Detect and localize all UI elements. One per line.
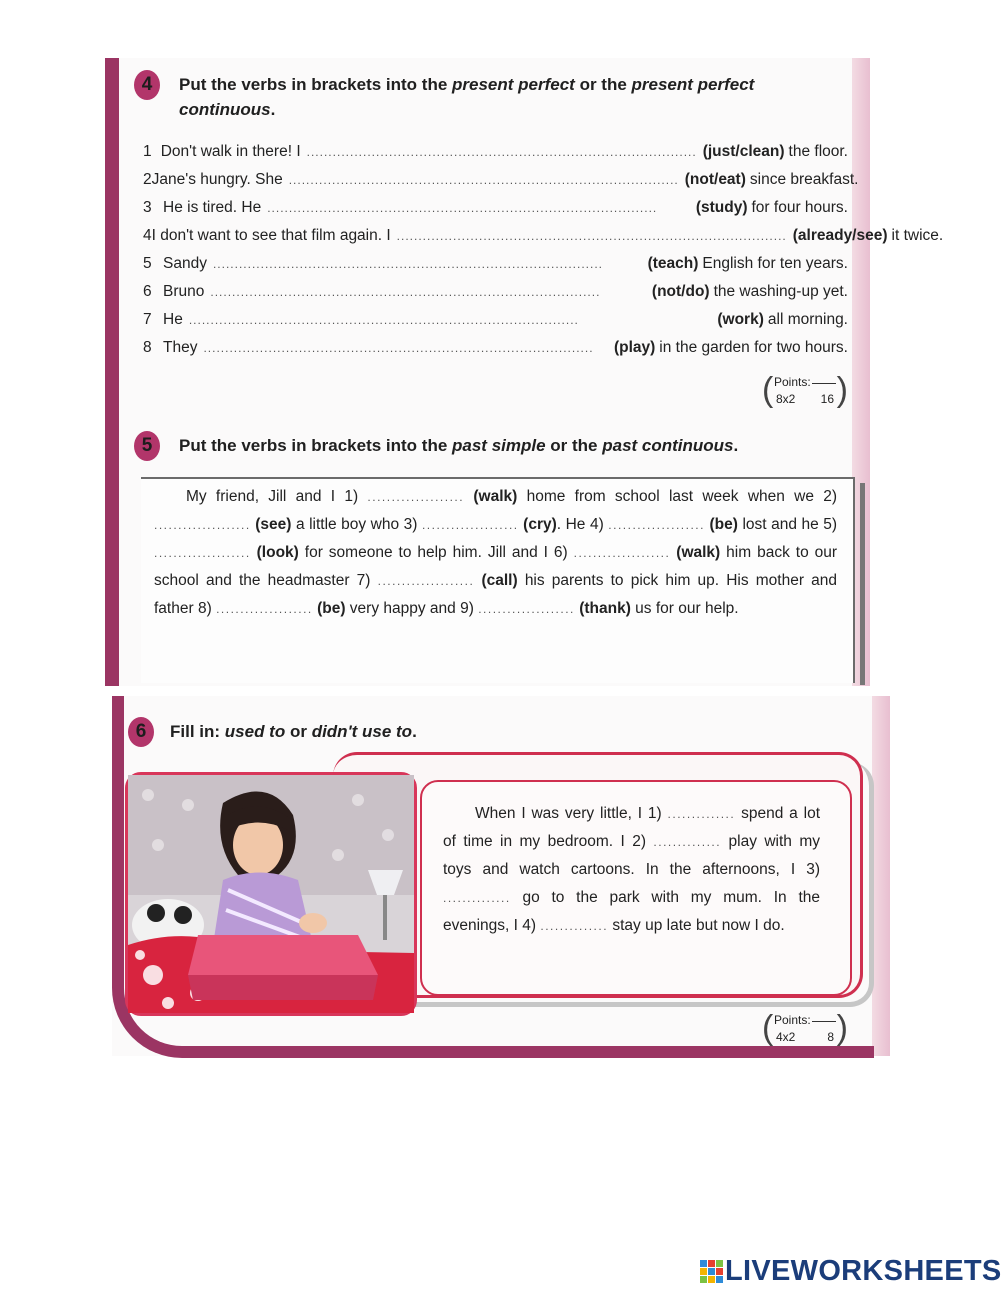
logo-grid-cell	[716, 1268, 723, 1275]
item-stem: Don't walk in there! I	[160, 143, 301, 160]
paragraph-text: go to the park with my mum. In the evenings, I 4)	[443, 889, 820, 934]
instruction-text: .	[270, 100, 276, 119]
instruction-text: or the	[545, 436, 603, 455]
item-ending: it twice.	[891, 227, 944, 244]
item-number: 8	[143, 339, 152, 356]
bracket-right: )	[836, 371, 848, 409]
exercise-item	[143, 281, 848, 303]
answer-blank[interactable]: ....................	[421, 518, 519, 532]
item-verb: (work)	[717, 311, 764, 328]
bracket-left: (	[762, 371, 774, 409]
exercise-item	[143, 197, 848, 219]
instruction-tense-2: present perfect continuous	[179, 75, 755, 119]
paragraph-text: spend a lot of time in my bedroom. I 2)	[443, 805, 821, 850]
points-label: Points:	[774, 375, 811, 389]
verb-prompt: (thank)	[579, 600, 631, 617]
item-verb: (teach)	[647, 255, 699, 272]
points-label: Points:	[774, 1013, 811, 1027]
exercise-6-number: 6	[128, 717, 154, 747]
item-verb: (not/eat)	[684, 171, 746, 188]
points-box-ex6	[762, 1010, 848, 1050]
answer-blank[interactable]: ..........................................................................................	[306, 145, 697, 159]
item-number: 7	[143, 311, 152, 328]
points-multiplier: 8x2	[776, 392, 796, 406]
answer-blank[interactable]: ..............	[653, 835, 722, 849]
exercise-5-instruction	[179, 433, 839, 458]
logo-grid-cell	[716, 1260, 723, 1267]
exercise-item	[143, 141, 848, 163]
answer-blank[interactable]: ..........................................................................................	[267, 201, 658, 215]
exercise-5-paragraph	[154, 483, 837, 623]
answer-blank[interactable]: ....................	[154, 546, 251, 560]
answer-blank[interactable]: ....................	[608, 518, 705, 532]
logo-grid-cell	[700, 1276, 707, 1283]
item-number: 5	[143, 255, 152, 272]
liveworksheets-logo[interactable]	[700, 1254, 1002, 1288]
paragraph-text: us for our help.	[635, 600, 739, 617]
paragraph-text: My friend, Jill and I 1)	[186, 488, 359, 505]
answer-blank[interactable]: ....................	[367, 490, 465, 504]
item-number: 2	[143, 171, 152, 188]
answer-blank[interactable]: ..........................................................................................	[210, 285, 601, 299]
points-total: 8	[827, 1030, 834, 1044]
paragraph-text: . He	[556, 516, 586, 533]
instruction-text: Put the verbs in brackets into the	[179, 75, 453, 94]
instruction-option-2: didn't use to	[311, 722, 413, 741]
blank-number: 2)	[823, 488, 838, 505]
blank-number: 8)	[197, 600, 212, 617]
page-right-edge	[872, 696, 890, 1056]
exercise-item	[143, 253, 848, 275]
item-verb: (already/see)	[792, 227, 888, 244]
logo-grid-cell	[716, 1276, 723, 1283]
instruction-text: .	[733, 436, 739, 455]
instruction-text: Put the verbs in brackets into the	[179, 436, 453, 455]
bracket-right: )	[836, 1009, 848, 1047]
instruction-tense-1: present perfect	[452, 75, 575, 94]
verb-prompt: (walk)	[473, 488, 518, 505]
photo-illustration	[128, 775, 414, 1013]
logo-grid-icon	[700, 1260, 722, 1282]
instruction-option-1: used to	[224, 722, 286, 741]
logo-grid-cell	[700, 1260, 707, 1267]
score-line	[812, 383, 836, 384]
item-number: 4	[143, 227, 152, 244]
paragraph-text: home from school last week when we	[526, 488, 814, 505]
answer-blank[interactable]: ..........................................................................................	[396, 229, 787, 243]
verb-prompt: (be)	[317, 600, 346, 617]
item-verb: (not/do)	[651, 283, 710, 300]
answer-blank[interactable]: ..............	[443, 891, 511, 905]
item-ending: in the garden for two hours.	[659, 339, 848, 356]
blank-number: 7)	[356, 572, 371, 589]
answer-blank[interactable]: ..........................................................................................	[203, 341, 594, 355]
item-stem: Jane's hungry. She	[151, 171, 283, 188]
blank-number: 4)	[589, 516, 604, 533]
item-stem: I don't want to see that film again. I	[151, 227, 391, 244]
exercise-6-instruction	[170, 719, 670, 744]
logo-grid-cell	[700, 1268, 707, 1275]
points-total: 16	[820, 392, 834, 406]
item-stem: Bruno	[163, 283, 205, 300]
item-verb: (just/clean)	[702, 143, 785, 160]
item-ending: for four hours.	[751, 199, 848, 216]
item-number: 3	[143, 199, 152, 216]
item-verb: (play)	[613, 339, 656, 356]
item-stem: They	[163, 339, 198, 356]
item-ending: since breakfast.	[749, 171, 859, 188]
item-ending: English for ten years.	[702, 255, 848, 272]
verb-prompt: (be)	[709, 516, 738, 533]
paragraph-text: stay up late but now I do.	[612, 917, 785, 934]
exercise-item	[143, 169, 859, 191]
answer-blank[interactable]: ....................	[216, 602, 313, 616]
exercise-4-instruction	[179, 72, 829, 122]
verb-prompt: (cry)	[523, 516, 557, 533]
points-multiplier: 4x2	[776, 1030, 796, 1044]
instruction-text: or the	[574, 75, 632, 94]
logo-wordmark: LIVEWORKSHEETS	[725, 1254, 1002, 1287]
verb-prompt: (see)	[255, 516, 292, 533]
exercise-6-paragraph	[443, 800, 820, 940]
answer-blank[interactable]: ....................	[478, 602, 575, 616]
item-stem: He	[163, 311, 183, 328]
instruction-text: or	[285, 722, 312, 741]
bracket-left: (	[762, 1009, 774, 1047]
paragraph-text: his parents to pick him up. His mother and father	[154, 572, 838, 617]
item-ending: the floor.	[788, 143, 848, 160]
answer-blank[interactable]: ....................	[154, 518, 251, 532]
item-ending: the washing-up yet.	[713, 283, 848, 300]
item-stem: Sandy	[163, 255, 207, 272]
instruction-text: Fill in:	[170, 722, 225, 741]
verb-prompt: (call)	[481, 572, 518, 589]
exercise-item	[143, 337, 848, 359]
exercise-item	[143, 309, 848, 331]
instruction-tense-1: past simple	[452, 436, 546, 455]
item-number: 6	[143, 283, 152, 300]
exercise-item	[143, 225, 944, 247]
item-number: 1	[143, 143, 152, 160]
points-box-ex4	[762, 372, 848, 412]
exercise-5-number: 5	[134, 431, 160, 461]
item-ending: all morning.	[767, 311, 848, 328]
paragraph-text: play with my toys and watch cartoons. In the afternoons, I 3)	[443, 833, 821, 878]
paragraph-text: lost and he 5)	[742, 516, 838, 533]
answer-blank[interactable]: ....................	[377, 574, 475, 588]
instruction-text: .	[412, 722, 417, 741]
item-stem: He is tired. He	[163, 199, 262, 216]
paragraph-text: When I was very little, I 1)	[475, 805, 662, 822]
page-left-border	[105, 58, 119, 686]
paragraph-text: for someone to help him. Jill and I 6)	[304, 544, 568, 561]
paragraph-text: very happy and 9)	[349, 600, 474, 617]
logo-grid-cell	[708, 1260, 715, 1267]
answer-blank[interactable]: ..............	[540, 919, 609, 933]
answer-blank[interactable]: ..............	[667, 807, 736, 821]
verb-prompt: (walk)	[676, 544, 721, 561]
logo-grid-cell	[708, 1268, 715, 1275]
answer-blank[interactable]: ..........................................................................................	[188, 313, 579, 327]
girl-playing-photo	[125, 772, 417, 1016]
item-verb: (study)	[695, 199, 748, 216]
answer-blank[interactable]: ..........................................................................................	[212, 257, 604, 271]
paragraph-text: him back to our school and the headmaster	[154, 544, 838, 589]
verb-prompt: (look)	[256, 544, 299, 561]
instruction-tense-2: past continuous	[602, 436, 734, 455]
exercise-4-number: 4	[134, 70, 160, 100]
answer-blank[interactable]: ..........................................................................................	[288, 173, 679, 187]
answer-blank[interactable]: ....................	[573, 546, 671, 560]
score-line	[812, 1021, 836, 1022]
logo-grid-cell	[708, 1276, 715, 1283]
paragraph-text: a little boy who 3)	[295, 516, 418, 533]
